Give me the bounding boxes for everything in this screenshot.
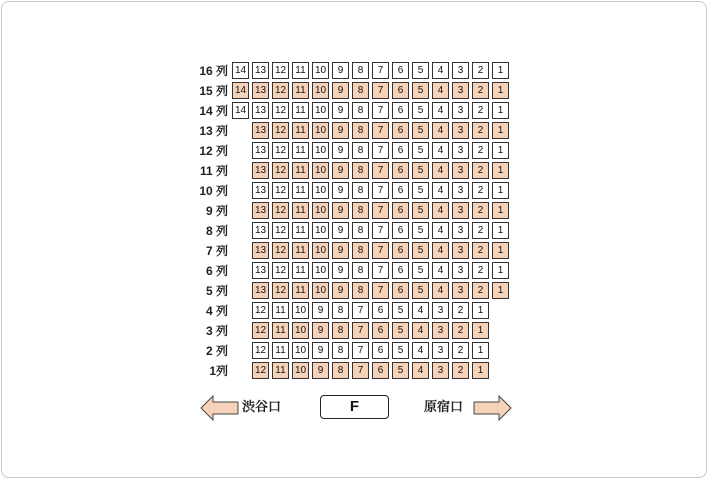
seat[interactable]: 3	[452, 102, 469, 119]
seat[interactable]: 13	[252, 102, 269, 119]
seat[interactable]: 12	[272, 222, 289, 239]
seat[interactable]: 4	[432, 202, 449, 219]
seat[interactable]: 2	[472, 62, 489, 79]
seat[interactable]: 9	[312, 342, 329, 359]
row-label: 15 列	[199, 84, 228, 98]
seat[interactable]: 1	[492, 242, 509, 259]
seat[interactable]: 1	[492, 162, 509, 179]
row-label: 2 列	[205, 344, 228, 358]
seat[interactable]: 4	[432, 162, 449, 179]
seat[interactable]: 5	[412, 222, 429, 239]
seat[interactable]: 6	[372, 322, 389, 339]
seat[interactable]: 2	[452, 302, 469, 319]
seat[interactable]: 2	[472, 102, 489, 119]
seat[interactable]: 3	[452, 222, 469, 239]
arrow-left-icon	[200, 395, 240, 421]
seat[interactable]: 12	[272, 282, 289, 299]
seat[interactable]: 9	[332, 282, 349, 299]
seat[interactable]: 7	[372, 222, 389, 239]
seat[interactable]: 2	[472, 282, 489, 299]
seat[interactable]: 8	[352, 222, 369, 239]
seat[interactable]: 4	[432, 262, 449, 279]
seat[interactable]: 13	[252, 202, 269, 219]
seat[interactable]: 8	[352, 162, 369, 179]
seat[interactable]: 9	[332, 122, 349, 139]
seat[interactable]: 3	[432, 342, 449, 359]
seat[interactable]: 4	[432, 282, 449, 299]
seat[interactable]: 3	[452, 202, 469, 219]
seat[interactable]: 9	[332, 222, 349, 239]
seat[interactable]: 4	[432, 82, 449, 99]
seat[interactable]: 11	[292, 82, 309, 99]
seat[interactable]: 1	[492, 262, 509, 279]
seat[interactable]: 4	[432, 62, 449, 79]
seat[interactable]: 12	[252, 322, 269, 339]
seat[interactable]: 10	[292, 322, 309, 339]
seat[interactable]: 3	[432, 362, 449, 379]
exit-label-right: 原宿口	[424, 399, 464, 414]
seat[interactable]: 12	[272, 82, 289, 99]
seat[interactable]: 1	[472, 322, 489, 339]
seat[interactable]: 12	[272, 182, 289, 199]
seat[interactable]: 8	[332, 302, 349, 319]
seat[interactable]: 5	[392, 302, 409, 319]
seat[interactable]: 11	[292, 202, 309, 219]
seat[interactable]: 10	[312, 122, 329, 139]
seat[interactable]: 9	[332, 242, 349, 259]
seat[interactable]: 7	[352, 322, 369, 339]
seat[interactable]: 12	[272, 102, 289, 119]
seat[interactable]: 9	[332, 82, 349, 99]
seat[interactable]: 7	[372, 82, 389, 99]
seat[interactable]: 12	[272, 162, 289, 179]
seat[interactable]: 2	[472, 242, 489, 259]
seat[interactable]: 10	[312, 202, 329, 219]
seat[interactable]: 13	[252, 162, 269, 179]
seat[interactable]: 3	[452, 282, 469, 299]
seat[interactable]: 5	[392, 342, 409, 359]
seat[interactable]: 6	[392, 202, 409, 219]
seat[interactable]: 5	[412, 62, 429, 79]
seat[interactable]: 1	[492, 142, 509, 159]
seat[interactable]: 9	[332, 262, 349, 279]
seat[interactable]: 6	[392, 142, 409, 159]
seat[interactable]: 11	[292, 122, 309, 139]
seat[interactable]: 2	[472, 182, 489, 199]
seat[interactable]: 1	[492, 62, 509, 79]
seat[interactable]: 4	[412, 322, 429, 339]
seat[interactable]: 7	[372, 62, 389, 79]
seat[interactable]: 3	[452, 62, 469, 79]
seat[interactable]: 1	[472, 342, 489, 359]
seat[interactable]: 11	[292, 242, 309, 259]
seat[interactable]: 4	[432, 102, 449, 119]
seat[interactable]: 8	[352, 82, 369, 99]
seat[interactable]: 8	[332, 322, 349, 339]
seat[interactable]: 2	[472, 262, 489, 279]
seat[interactable]: 14	[232, 102, 249, 119]
seat[interactable]: 5	[412, 162, 429, 179]
seat[interactable]: 10	[312, 222, 329, 239]
row-label: 14 列	[199, 104, 228, 118]
seat[interactable]: 3	[452, 162, 469, 179]
seat[interactable]: 8	[352, 62, 369, 79]
seat[interactable]: 6	[392, 262, 409, 279]
seat[interactable]: 7	[372, 262, 389, 279]
seat[interactable]: 2	[472, 162, 489, 179]
seat[interactable]: 8	[352, 182, 369, 199]
seat[interactable]: 11	[292, 62, 309, 79]
exit-label-left: 渋谷口	[242, 399, 282, 414]
seat[interactable]: 11	[292, 162, 309, 179]
seat[interactable]: 5	[412, 142, 429, 159]
seat[interactable]: 10	[312, 142, 329, 159]
seat[interactable]: 5	[412, 202, 429, 219]
seat[interactable]: 4	[432, 222, 449, 239]
seat[interactable]: 10	[312, 242, 329, 259]
seat[interactable]: 6	[392, 102, 409, 119]
row-label: 6 列	[205, 264, 228, 278]
seat[interactable]: 13	[252, 282, 269, 299]
seat[interactable]: 2	[452, 342, 469, 359]
seat[interactable]: 9	[312, 362, 329, 379]
seat[interactable]: 9	[332, 62, 349, 79]
seat[interactable]: 6	[392, 62, 409, 79]
seat[interactable]: 6	[392, 242, 409, 259]
seat[interactable]: 14	[232, 82, 249, 99]
seat[interactable]: 8	[332, 342, 349, 359]
seat[interactable]: 11	[272, 342, 289, 359]
seat[interactable]: 11	[272, 362, 289, 379]
seat[interactable]: 7	[352, 302, 369, 319]
seat[interactable]: 4	[432, 122, 449, 139]
seat[interactable]: 4	[432, 242, 449, 259]
seat[interactable]: 7	[372, 122, 389, 139]
seat[interactable]: 5	[392, 322, 409, 339]
seat[interactable]: 6	[372, 342, 389, 359]
row-label: 11 列	[199, 164, 228, 178]
seat[interactable]: 9	[332, 202, 349, 219]
seat[interactable]: 5	[412, 122, 429, 139]
row-label: 13 列	[199, 124, 228, 138]
seat[interactable]: 6	[372, 362, 389, 379]
seat[interactable]: 10	[312, 62, 329, 79]
seat[interactable]: 13	[252, 62, 269, 79]
seat[interactable]: 3	[432, 302, 449, 319]
seat[interactable]: 9	[332, 102, 349, 119]
seat[interactable]: 7	[352, 362, 369, 379]
seat[interactable]: 6	[392, 162, 409, 179]
seat[interactable]: 3	[452, 82, 469, 99]
seat[interactable]: 1	[472, 362, 489, 379]
row-label: 16 列	[199, 64, 228, 78]
seat[interactable]: 4	[412, 362, 429, 379]
seat[interactable]: 5	[412, 242, 429, 259]
seat[interactable]: 10	[312, 102, 329, 119]
seat[interactable]: 8	[332, 362, 349, 379]
seat[interactable]: 1	[492, 102, 509, 119]
seat[interactable]: 12	[272, 142, 289, 159]
seat[interactable]: 1	[492, 202, 509, 219]
seat[interactable]: 7	[372, 142, 389, 159]
seat[interactable]: 11	[292, 282, 309, 299]
seat[interactable]: 9	[332, 182, 349, 199]
seat[interactable]: 6	[392, 122, 409, 139]
seat[interactable]: 8	[352, 142, 369, 159]
arrow-right-icon	[472, 395, 512, 421]
row-label: 3 列	[205, 324, 228, 338]
seat[interactable]: 3	[452, 122, 469, 139]
seat[interactable]: 3	[432, 322, 449, 339]
seat[interactable]: 5	[412, 82, 429, 99]
seat[interactable]: 5	[412, 182, 429, 199]
seat[interactable]: 10	[312, 162, 329, 179]
seat[interactable]: 8	[352, 262, 369, 279]
seat[interactable]: 11	[292, 142, 309, 159]
seat[interactable]: 11	[292, 262, 309, 279]
seat[interactable]: 13	[252, 182, 269, 199]
seat[interactable]: 2	[472, 82, 489, 99]
seat[interactable]: 8	[352, 282, 369, 299]
seat[interactable]: 3	[452, 142, 469, 159]
seat[interactable]: 2	[452, 362, 469, 379]
seat[interactable]: 10	[292, 342, 309, 359]
seat[interactable]: 1	[492, 282, 509, 299]
seat[interactable]: 12	[272, 62, 289, 79]
seat[interactable]: 9	[332, 142, 349, 159]
row-label: 10 列	[199, 184, 228, 198]
seat[interactable]: 7	[372, 242, 389, 259]
seat[interactable]: 4	[412, 302, 429, 319]
seat[interactable]: 12	[272, 202, 289, 219]
seat[interactable]: 12	[252, 302, 269, 319]
seat[interactable]: 11	[292, 222, 309, 239]
seat[interactable]: 6	[392, 182, 409, 199]
seat[interactable]: 2	[452, 322, 469, 339]
seat[interactable]: 5	[392, 362, 409, 379]
seat[interactable]: 8	[352, 102, 369, 119]
seat[interactable]: 10	[312, 82, 329, 99]
row-label: 1列	[209, 364, 228, 378]
seat[interactable]: 6	[392, 222, 409, 239]
row-label: 8 列	[205, 224, 228, 238]
seat[interactable]: 13	[252, 122, 269, 139]
seat[interactable]: 3	[452, 262, 469, 279]
seat[interactable]: 2	[472, 222, 489, 239]
row-label: 12 列	[199, 144, 228, 158]
seat[interactable]: 6	[392, 82, 409, 99]
seat[interactable]: 1	[472, 302, 489, 319]
seat[interactable]: 7	[352, 342, 369, 359]
seat[interactable]: 12	[252, 362, 269, 379]
seat[interactable]: 8	[352, 122, 369, 139]
row-label: 9 列	[205, 204, 228, 218]
seat[interactable]: 4	[412, 342, 429, 359]
seat[interactable]: 6	[392, 282, 409, 299]
seat[interactable]: 12	[272, 262, 289, 279]
seat[interactable]: 11	[292, 102, 309, 119]
seat[interactable]: 12	[272, 122, 289, 139]
seat[interactable]: 4	[432, 182, 449, 199]
seat[interactable]: 4	[432, 142, 449, 159]
seat[interactable]: 10	[292, 362, 309, 379]
seat[interactable]: 7	[372, 162, 389, 179]
seat[interactable]: 13	[252, 82, 269, 99]
seat[interactable]: 8	[352, 242, 369, 259]
seat[interactable]: 5	[412, 262, 429, 279]
seat[interactable]: 10	[312, 182, 329, 199]
seat[interactable]: 10	[312, 282, 329, 299]
seat[interactable]: 11	[292, 182, 309, 199]
seat[interactable]: 7	[372, 102, 389, 119]
seat[interactable]: 1	[492, 222, 509, 239]
seat[interactable]: 7	[372, 182, 389, 199]
row-label: 7 列	[205, 244, 228, 258]
seat[interactable]: 9	[312, 302, 329, 319]
seat[interactable]: 2	[472, 142, 489, 159]
seat[interactable]: 13	[252, 142, 269, 159]
seat[interactable]: 1	[492, 122, 509, 139]
seat[interactable]: 13	[252, 242, 269, 259]
seat[interactable]: 12	[252, 342, 269, 359]
seat[interactable]: 3	[452, 182, 469, 199]
seat[interactable]: 7	[372, 282, 389, 299]
row-label: 4 列	[205, 304, 228, 318]
seat[interactable]: 12	[272, 242, 289, 259]
seat[interactable]: 11	[272, 322, 289, 339]
row-label: 5 列	[205, 284, 228, 298]
seat[interactable]: 1	[492, 82, 509, 99]
seat[interactable]: 9	[312, 322, 329, 339]
seat[interactable]: 11	[272, 302, 289, 319]
seat[interactable]: 10	[312, 262, 329, 279]
seat[interactable]: 1	[492, 182, 509, 199]
seat[interactable]: 14	[232, 62, 249, 79]
seat[interactable]: 3	[452, 242, 469, 259]
seat[interactable]: 7	[372, 202, 389, 219]
stage-box: F	[320, 395, 389, 419]
seat[interactable]: 6	[372, 302, 389, 319]
seat[interactable]: 8	[352, 202, 369, 219]
seat[interactable]: 2	[472, 122, 489, 139]
seat[interactable]: 13	[252, 222, 269, 239]
seat[interactable]: 13	[252, 262, 269, 279]
seat[interactable]: 10	[292, 302, 309, 319]
seat[interactable]: 5	[412, 282, 429, 299]
seat[interactable]: 5	[412, 102, 429, 119]
seat[interactable]: 9	[332, 162, 349, 179]
seat[interactable]: 2	[472, 202, 489, 219]
